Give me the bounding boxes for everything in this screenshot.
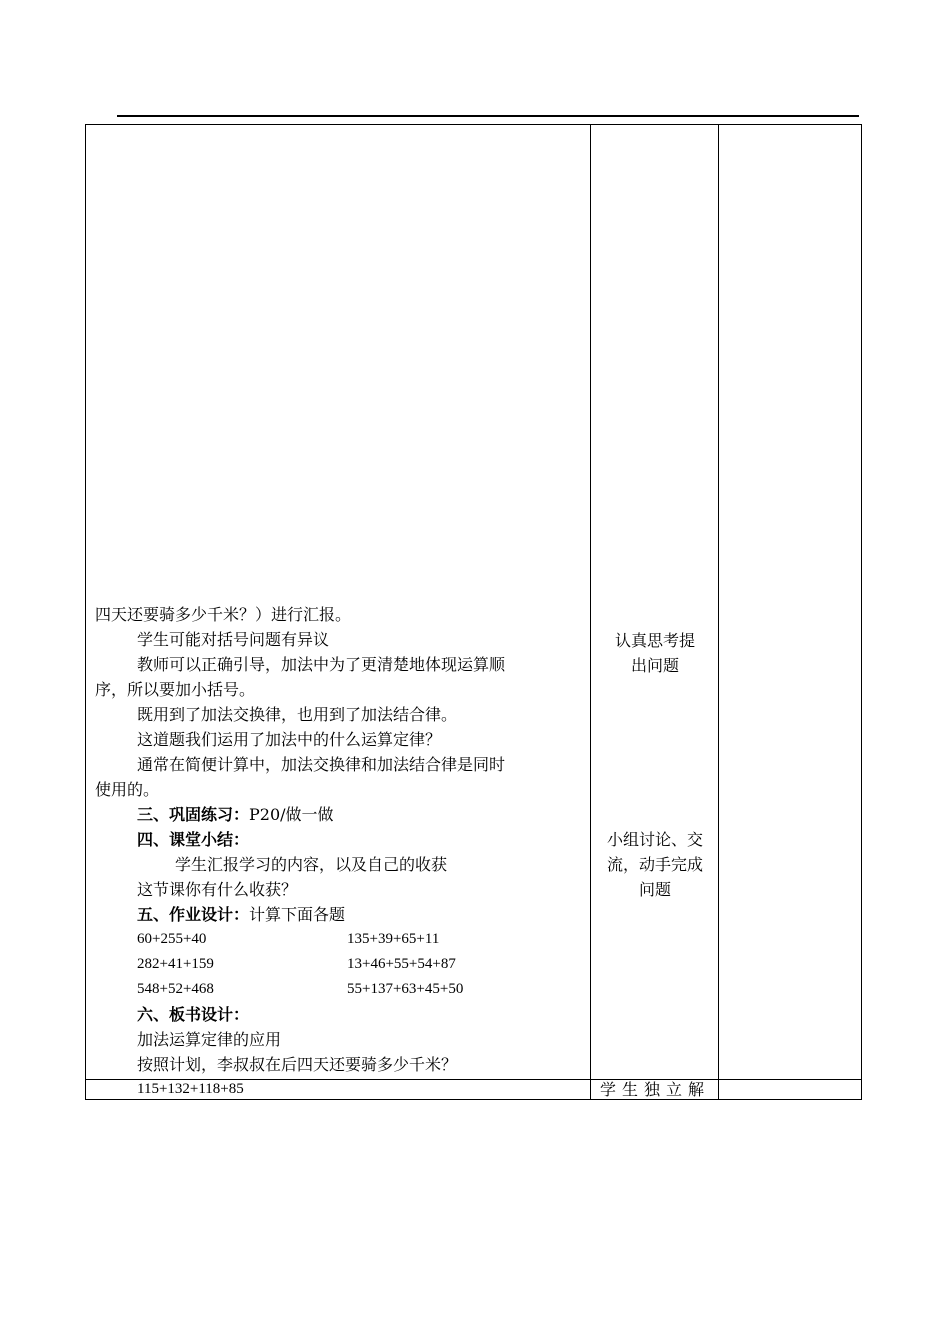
main-line-6: 这道题我们运用了加法中的什么运算定律？ (137, 730, 442, 749)
main-line-1: 四天还要骑多少千米？）进行汇报。 (95, 605, 352, 624)
homework-item: 13+46+55+54+87 (347, 956, 456, 972)
main-line-7: 通常在简便计算中，加法交换律和加法结合律是同时 (137, 755, 506, 774)
homework-item: 282+41+159 (137, 956, 214, 972)
section-4-heading: 四、课堂小结： (137, 830, 250, 849)
section-5 (137, 902, 345, 927)
main-line-8: 使用的。 (95, 780, 160, 799)
main-line-5: 既用到了加法交换律，也用到了加法结合律。 (137, 705, 458, 724)
homework-item: 548+52+468 (137, 981, 214, 997)
section-6-line-1: 加法运算定律的应用 (137, 1030, 282, 1049)
section-5-heading: 五、作业设计： (137, 905, 250, 924)
section-4-line-1: 学生汇报学习的内容，以及自己的收获 (175, 855, 448, 874)
column-divider-1 (590, 124, 591, 1100)
student-note-1-line: 认真思考提 (614, 631, 695, 650)
main-line-4: 序，所以要加小括号。 (95, 680, 256, 699)
section-5-text: 计算下面各题 (249, 905, 346, 924)
section-6-line-2: 按照计划，李叔叔在后四天还要骑多少千米？ (137, 1055, 458, 1074)
student-note-2-line: 流，动手完成 (606, 855, 703, 874)
student-note-1-line: 出问题 (630, 656, 679, 675)
student-note-2-line: 问题 (638, 880, 671, 899)
header-rule (117, 115, 859, 117)
homework-item: 55+137+63+45+50 (347, 981, 464, 997)
section-3-text: P20/做一做 (249, 805, 334, 824)
homework-item: 60+255+40 (137, 931, 207, 947)
column-divider-2 (718, 124, 719, 1100)
homework-item: 135+39+65+11 (347, 931, 440, 947)
student-note-last-row: 学生独立解 (599, 1080, 710, 1099)
main-line-3: 教师可以正确引导，加法中为了更清楚地体现运算顺 (137, 655, 506, 674)
student-note-2 (592, 827, 718, 902)
main-line-2: 学生可能对括号问题有异议 (137, 630, 330, 649)
last-row-formula: 115+132+118+85 (137, 1081, 244, 1097)
section-3-heading: 三、巩固练习： (137, 805, 250, 824)
section-3 (137, 802, 334, 827)
student-note-2-line: 小组讨论、交 (606, 830, 703, 849)
section-4-line-2: 这节课你有什么收获？ (137, 880, 298, 899)
section-6-heading: 六、板书设计： (137, 1005, 250, 1024)
student-note-1 (592, 628, 718, 678)
